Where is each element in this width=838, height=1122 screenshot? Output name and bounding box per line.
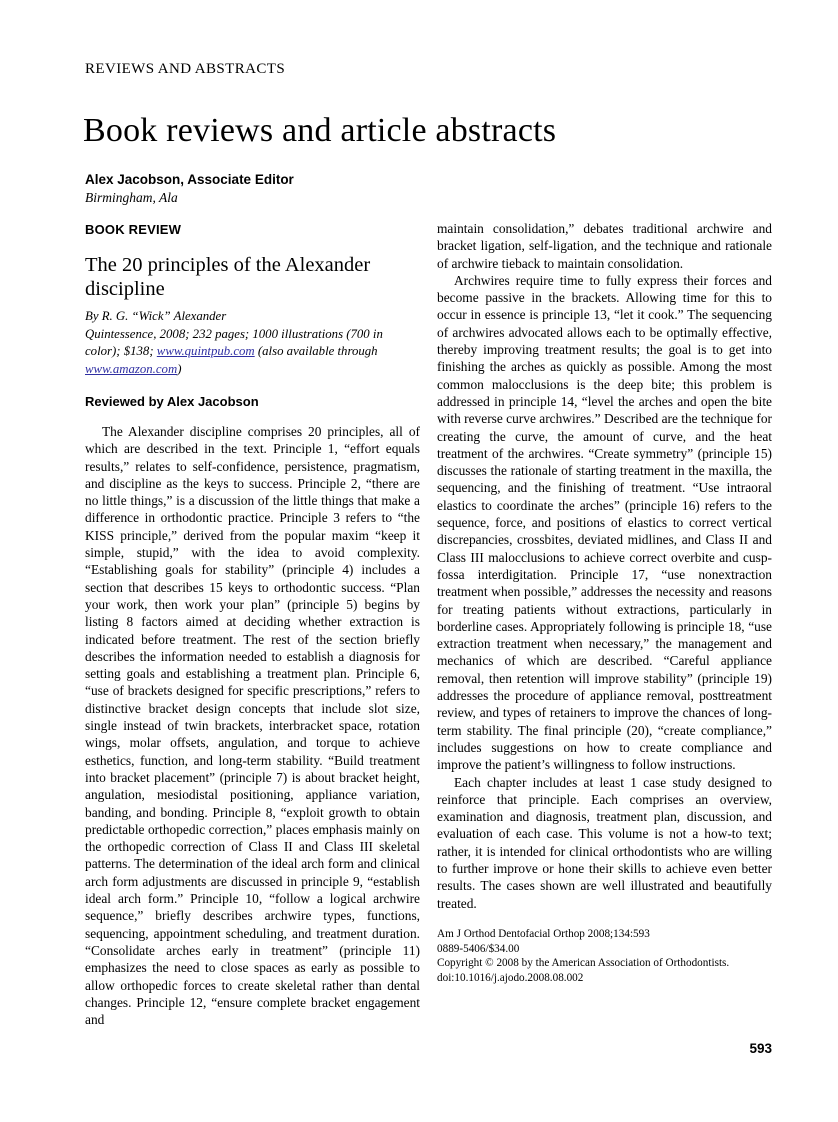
book-byline: By R. G. “Wick” Alexander bbox=[85, 309, 227, 323]
pub-info-text: Quintessence, 2008; 232 pages; 1000 illustrations (700 in color); $138; bbox=[85, 326, 383, 358]
review-paragraph: Archwires require time to fully express their forces and become passive in the brackets. Allowing time for this to occur in essence is principle 13, “let it cook.” The sequencing of archwires advocated allows each to be optimally effective, thereby improving treatment results; the goal is to get into finishing the arches as quickly as possible. Among the most common malocclusions is the deep bite; this problem is addressed in principle 14, “level the arches and open the bite with reverse curve archwires.” Described are the technique for creating the curve, the amount of curve, and the heat treatment of the archwires. “Create symmetry” (principle 15) discusses the rationale of starting treatment in the maxilla, the sequencing, and the finishing of treatment. “Use intraoral elastics to coordinate the arches” (principle 16) refers to the sequence, force, and positions of elastics to correct vertical discrepancies, crossbites, deviated midlines, and Class II and Class III malocclusions to achieve correct overbite and cusp-fossa interdigitation. Principle 17, “use nonextraction treatment when possible,” addresses the necessity and reasons for treating patients without extractions, particularly in borderline cases. Appropriately following is principle 18, “use extraction treatment when necessary,” the management and mechanics of which are described. “Careful appliance removal, then retention will improve stability” (principle 19) addresses the procedure of appliance removal, posttreatment review, and types of retainers to improve the chances of long-term stability. The final principle (20), “create compliance,” includes suggestions on how to create compliance and improve the patient’s willingness to follow instructions. bbox=[437, 272, 772, 773]
editor-location: Birmingham, Ala bbox=[85, 190, 178, 205]
citation-block bbox=[437, 927, 772, 986]
citation-journal-line: Am J Orthod Dentofacial Orthop 2008;134:593 bbox=[437, 927, 650, 940]
two-column-body bbox=[85, 220, 772, 1028]
page-number: 593 bbox=[749, 1041, 772, 1056]
editor-name: Alex Jacobson, Associate Editor bbox=[85, 172, 294, 187]
citation-issn-line: 0889-5406/$34.00 bbox=[437, 942, 520, 955]
left-column bbox=[85, 220, 420, 1028]
right-column bbox=[437, 220, 772, 1028]
review-paragraph: Each chapter includes at least 1 case study designed to reinforce that principle. Each comprises an overview, examination and diagnosis, treatment plan, discussion, and evaluation of each case. This volume is not a how-to text; rather, it is intended for clinical orthodontists who are willing to further improve or hone their skills to achieve even better results. The cases shown are well illustrated and beautifully treated. bbox=[437, 774, 772, 911]
reviewed-by-line: Reviewed by Alex Jacobson bbox=[85, 394, 259, 409]
review-paragraph: The Alexander discipline comprises 20 principles, all of which are described in the text. Principle 1, “effort equals results,” relates to self-confidence, persistence, pragmatism, and discipline as the keys to success. Principle 2, “there are no little things,” is a discussion of the little things that make a difference in orthodontic practice. Principle 3 refers to “the KISS principle,” derived from the popular maxim “keep it simple, stupid,” with the idea to avoid complexity. “Establishing goals for stability” (principle 4) includes a section that describes 15 keys to orthodontic success. “Plan your work, then work your plan” (principle 5) begins by listing 8 factors aimed at deciding whether extraction is indicated before treatment. The rest of the section briefly describes the information needed to establish a diagnosis for setting goals and establishing a treatment plan. Principle 6, “use of brackets designed for specific prescriptions,” refers to distinctive bracket design concepts that include slot size, single instead of twin brackets, interbracket space, rotation wings, molar offsets, angulation, and torque to achieve esthetics, function, and long-term stability. “Build treatment into bracket placement” (principle 7) is about bracket height, angulation, mesiodistal positioning, appliance variation, banding, and bonding. Principle 8, “exploit growth to obtain predictable orthopedic correction,” places emphasis mainly on the orthopedic correction of Class II and Class III skeletal patterns. The determination of the ideal arch form and clinical arch form adjustments are discussed in principle 9, “establish ideal arch form.” Principle 10, “follow a logical archwire sequence,” briefly describes archwire types, functions, sequencing, appointment scheduling, and treatment duration. “Consolidate arches early in treatment” (principle 11) emphasizes the need to close spaces as early as possible to allow orthopedic forces to create skeletal rather than dental changes. Principle 12, “ensure complete bracket engagement and bbox=[85, 424, 420, 1028]
pub-info-end-text: ) bbox=[177, 361, 182, 376]
page-title: Book reviews and article abstracts bbox=[83, 112, 557, 149]
book-publication-info bbox=[85, 326, 420, 379]
citation-copyright-line: Copyright © 2008 by the American Association of Orthodontists. bbox=[437, 957, 730, 970]
publisher-link[interactable]: www.quintpub.com bbox=[156, 344, 255, 358]
pub-info-mid-text: (also available through bbox=[254, 344, 378, 358]
citation-doi-line: doi:10.1016/j.ajodo.2008.08.002 bbox=[437, 972, 584, 985]
section-label-book-review: BOOK REVIEW bbox=[85, 222, 182, 237]
book-title: The 20 principles of the Alexander discipline bbox=[85, 254, 371, 300]
review-paragraph: maintain consolidation,” debates traditional archwire and bracket ligation, self-ligation, and the technique and rationale of archwire tieback to maintain consolidation. bbox=[437, 221, 772, 271]
amazon-link[interactable]: www.amazon.com bbox=[85, 361, 178, 376]
running-head: REVIEWS AND ABSTRACTS bbox=[85, 61, 286, 77]
